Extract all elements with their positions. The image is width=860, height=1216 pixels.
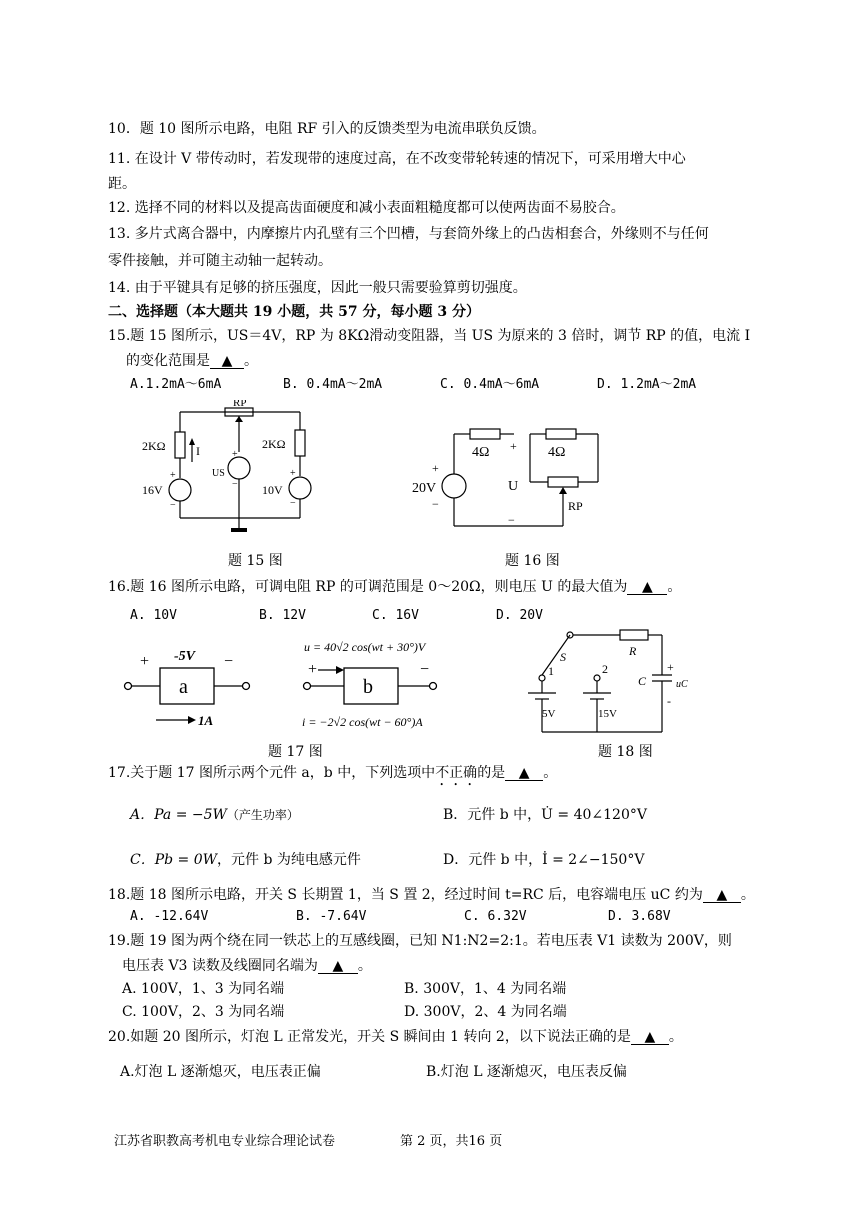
q19-option-b: B. 300V，1、4 为同名端 (404, 981, 567, 997)
question-20-stem: 20.如题 20 图所示，灯泡 L 正常发光，开关 S 瞬间由 1 转向 2，以下说法正确的是 (108, 1029, 631, 1045)
fig17-b-voltage: u = 40√2 cos(wt + 30°)V (304, 640, 426, 654)
answer-blank-17: ▲ (505, 766, 543, 781)
answer-blank-20: ▲ (631, 1030, 669, 1045)
question-17-stem: 17.关于题 17 图所示两个元件 a，b 中，下列选项中 (108, 765, 436, 781)
question-18-stem: 18.题 18 图所示电路，开关 S 长期置 1，当 S 置 2，经过时间 t=RC 后，电容端电压 uC 约为 (108, 887, 703, 903)
answer-blank-16: ▲ (627, 580, 667, 595)
question-18-end: 。 (740, 887, 755, 903)
svg-text:-: - (667, 694, 671, 708)
svg-text:−: − (170, 500, 176, 511)
question-17-mid: 的是 (477, 765, 506, 781)
question-15-stem: 的变化范围是 (126, 353, 210, 369)
figure-15-caption: 题 15 图 (228, 553, 283, 569)
question-19-line2 (122, 959, 372, 974)
q19-option-a: A. 100V，1、3 为同名端 (122, 981, 285, 997)
section-2-title: 二、选择题（本大题共 19 小题，共 57 分，每小题 3 分） (108, 304, 480, 320)
q17-option-a-note: （产生功率） (226, 808, 299, 822)
fig18-uc-label: uC (676, 679, 688, 690)
question-15-line1: 15.题 15 图所示，US＝4V，RP 为 8KΩ滑动变阻器，当 US 为原来的 3 倍时，调节 RP 的值，电流 I (108, 328, 751, 344)
fig16-v-label: 20V (412, 481, 437, 496)
svg-text:−: − (508, 513, 515, 527)
q17-option-a (130, 808, 299, 822)
fig15-rp-label: RP (233, 400, 247, 409)
fig18-r-label: R (629, 644, 637, 658)
footer-exam-title: 江苏省职教高考机电专业综合理论试卷 (114, 1134, 336, 1149)
statement-10: 10．题 10 图所示电路，电阻 RF 引入的反馈类型为电流串联负反馈。 (108, 121, 546, 137)
footer-page-number: 第 2 页，共16 页 (400, 1134, 503, 1149)
svg-text:−: − (432, 497, 439, 511)
q20-option-b: B.灯泡 L 逐渐熄灭，电压表反偏 (426, 1064, 627, 1080)
q18-option-d: D. 3.68V (608, 909, 671, 924)
q20-option-a: A.灯泡 L 逐渐熄灭，电压表正偏 (120, 1064, 321, 1080)
q18-option-c: C. 6.32V (464, 909, 527, 924)
figure-18-circuit (512, 625, 697, 737)
fig15-r-right-label: 2KΩ (262, 437, 286, 451)
statement-13: 13. 多片式离合器中，内摩擦片内孔壁有三个凹槽，与套筒外缘上的凸齿相套合，外缘则不与任何 (108, 226, 709, 242)
fig17-a-label: a (179, 676, 188, 698)
q18-option-a: A. -12.64V (130, 909, 209, 924)
svg-text:+: + (290, 468, 296, 479)
question-19-line1: 19.题 19 图为两个绕在同一铁芯上的互感线圈，已知 N1:N2=2:1。若电压表 V1 读数为 200V，则 (108, 933, 732, 949)
q18-option-b: B. -7.64V (296, 909, 367, 924)
statement-14: 14. 由于平键具有足够的挤压强度，因此一般只需要验算剪切强度。 (108, 280, 527, 296)
fig18-s-label: S (560, 650, 566, 664)
fig15-r-left-label: 2KΩ (142, 439, 166, 453)
q17-option-c (130, 853, 361, 867)
q15-option-a: A.1.2mA～6mA (130, 377, 222, 392)
svg-text:+: + (170, 470, 176, 481)
svg-text:+: + (140, 653, 150, 670)
fig17-a-voltage: -5V (174, 649, 195, 664)
q17-option-c-formula: C．Pb = 0W (130, 852, 218, 868)
fig15-current-label: I (196, 444, 200, 458)
answer-blank-15: ▲ (210, 354, 244, 369)
q16-option-c: C. 16V (372, 608, 419, 623)
statement-12: 12. 选择不同的材料以及提高齿面硬度和减小表面粗糙度都可以使两齿面不易胶合。 (108, 200, 625, 216)
question-15-end: 。 (244, 353, 258, 369)
statement-11-cont: 距。 (108, 176, 136, 192)
fig17-b-label: b (363, 676, 373, 698)
q17-option-b: B．元件 b 中，U̇ = 40∠120°V (443, 807, 647, 823)
question-15-line2 (126, 354, 258, 369)
fig18-pos2-label: 2 (602, 662, 608, 676)
figure-17-caption: 题 17 图 (268, 744, 323, 760)
figure-18-caption: 题 18 图 (598, 744, 653, 760)
fig18-v1-label: 5V (542, 708, 556, 720)
svg-text:−: − (290, 498, 296, 509)
fig15-v-right-label: 10V (262, 483, 283, 497)
svg-text:+: + (308, 661, 318, 678)
fig18-pos1-label: 1 (548, 664, 554, 678)
q16-option-a: A. 10V (130, 608, 177, 623)
fig18-c-label: C (638, 674, 647, 688)
statement-13-cont: 零件接触，并可随主动轴一起转动。 (108, 253, 332, 269)
question-20-end: 。 (668, 1029, 683, 1045)
svg-text:+: + (432, 461, 439, 475)
question-18 (108, 888, 755, 903)
figure-16-caption: 题 16 图 (505, 553, 560, 569)
q19-option-c: C. 100V，2、3 为同名端 (122, 1004, 285, 1020)
question-16-end: 。 (667, 579, 682, 595)
statement-11: 11. 在设计 V 带传动时，若发现带的速度过高，在不改变带轮转速的情况下，可采用增大中心 (108, 151, 686, 167)
fig16-r2-label: 4Ω (548, 445, 566, 460)
question-19-stem: 电压表 V3 读数及线圈同名端为 (122, 958, 318, 974)
svg-text:−: − (232, 479, 238, 490)
figure-15-circuit (140, 400, 320, 535)
question-17 (108, 765, 557, 789)
fig17-b-current: i = −2√2 cos(wt − 60°)A (302, 715, 423, 729)
question-19-end: 。 (357, 958, 372, 974)
question-17-emphasis: 不正确 (435, 765, 478, 781)
svg-text:−: − (224, 653, 234, 670)
q19-option-d: D. 300V，2、4 为同名端 (404, 1004, 567, 1020)
svg-text:+: + (667, 660, 674, 674)
q15-option-c: C. 0.4mA～6mA (440, 377, 540, 392)
fig18-v2-label: 15V (598, 708, 617, 720)
fig16-u-label: U (508, 479, 519, 494)
fig15-v-left-label: 16V (142, 483, 163, 497)
q17-option-c-note: ，元件 b 为纯电感元件 (217, 852, 361, 868)
question-17-end: 。 (543, 765, 558, 781)
q16-option-b: B. 12V (259, 608, 306, 623)
fig15-us-label: US (212, 468, 225, 479)
figure-16-circuit (410, 420, 610, 535)
question-16 (108, 580, 681, 595)
q15-option-b: B. 0.4mA～2mA (283, 377, 383, 392)
svg-text:+: + (510, 439, 517, 453)
q17-option-a-formula: A．Pa = −5W (130, 807, 227, 823)
q17-option-d: D．元件 b 中，İ = 2∠−150°V (443, 852, 645, 868)
fig17-a-current: 1A (198, 713, 214, 728)
figure-17-elements (118, 636, 463, 736)
svg-text:+: + (232, 449, 238, 460)
question-20 (108, 1030, 683, 1045)
fig16-r1-label: 4Ω (472, 445, 490, 460)
fig16-rp-label: RP (568, 499, 583, 513)
q16-option-d: D. 20V (496, 608, 543, 623)
svg-text:−: − (420, 661, 430, 678)
q15-option-d: D. 1.2mA～2mA (597, 377, 697, 392)
answer-blank-19: ▲ (318, 959, 358, 974)
answer-blank-18: ▲ (703, 888, 741, 903)
question-16-stem: 16.题 16 图所示电路，可调电阻 RP 的可调范围是 0～20Ω，则电压 U 的最大值为 (108, 579, 628, 595)
